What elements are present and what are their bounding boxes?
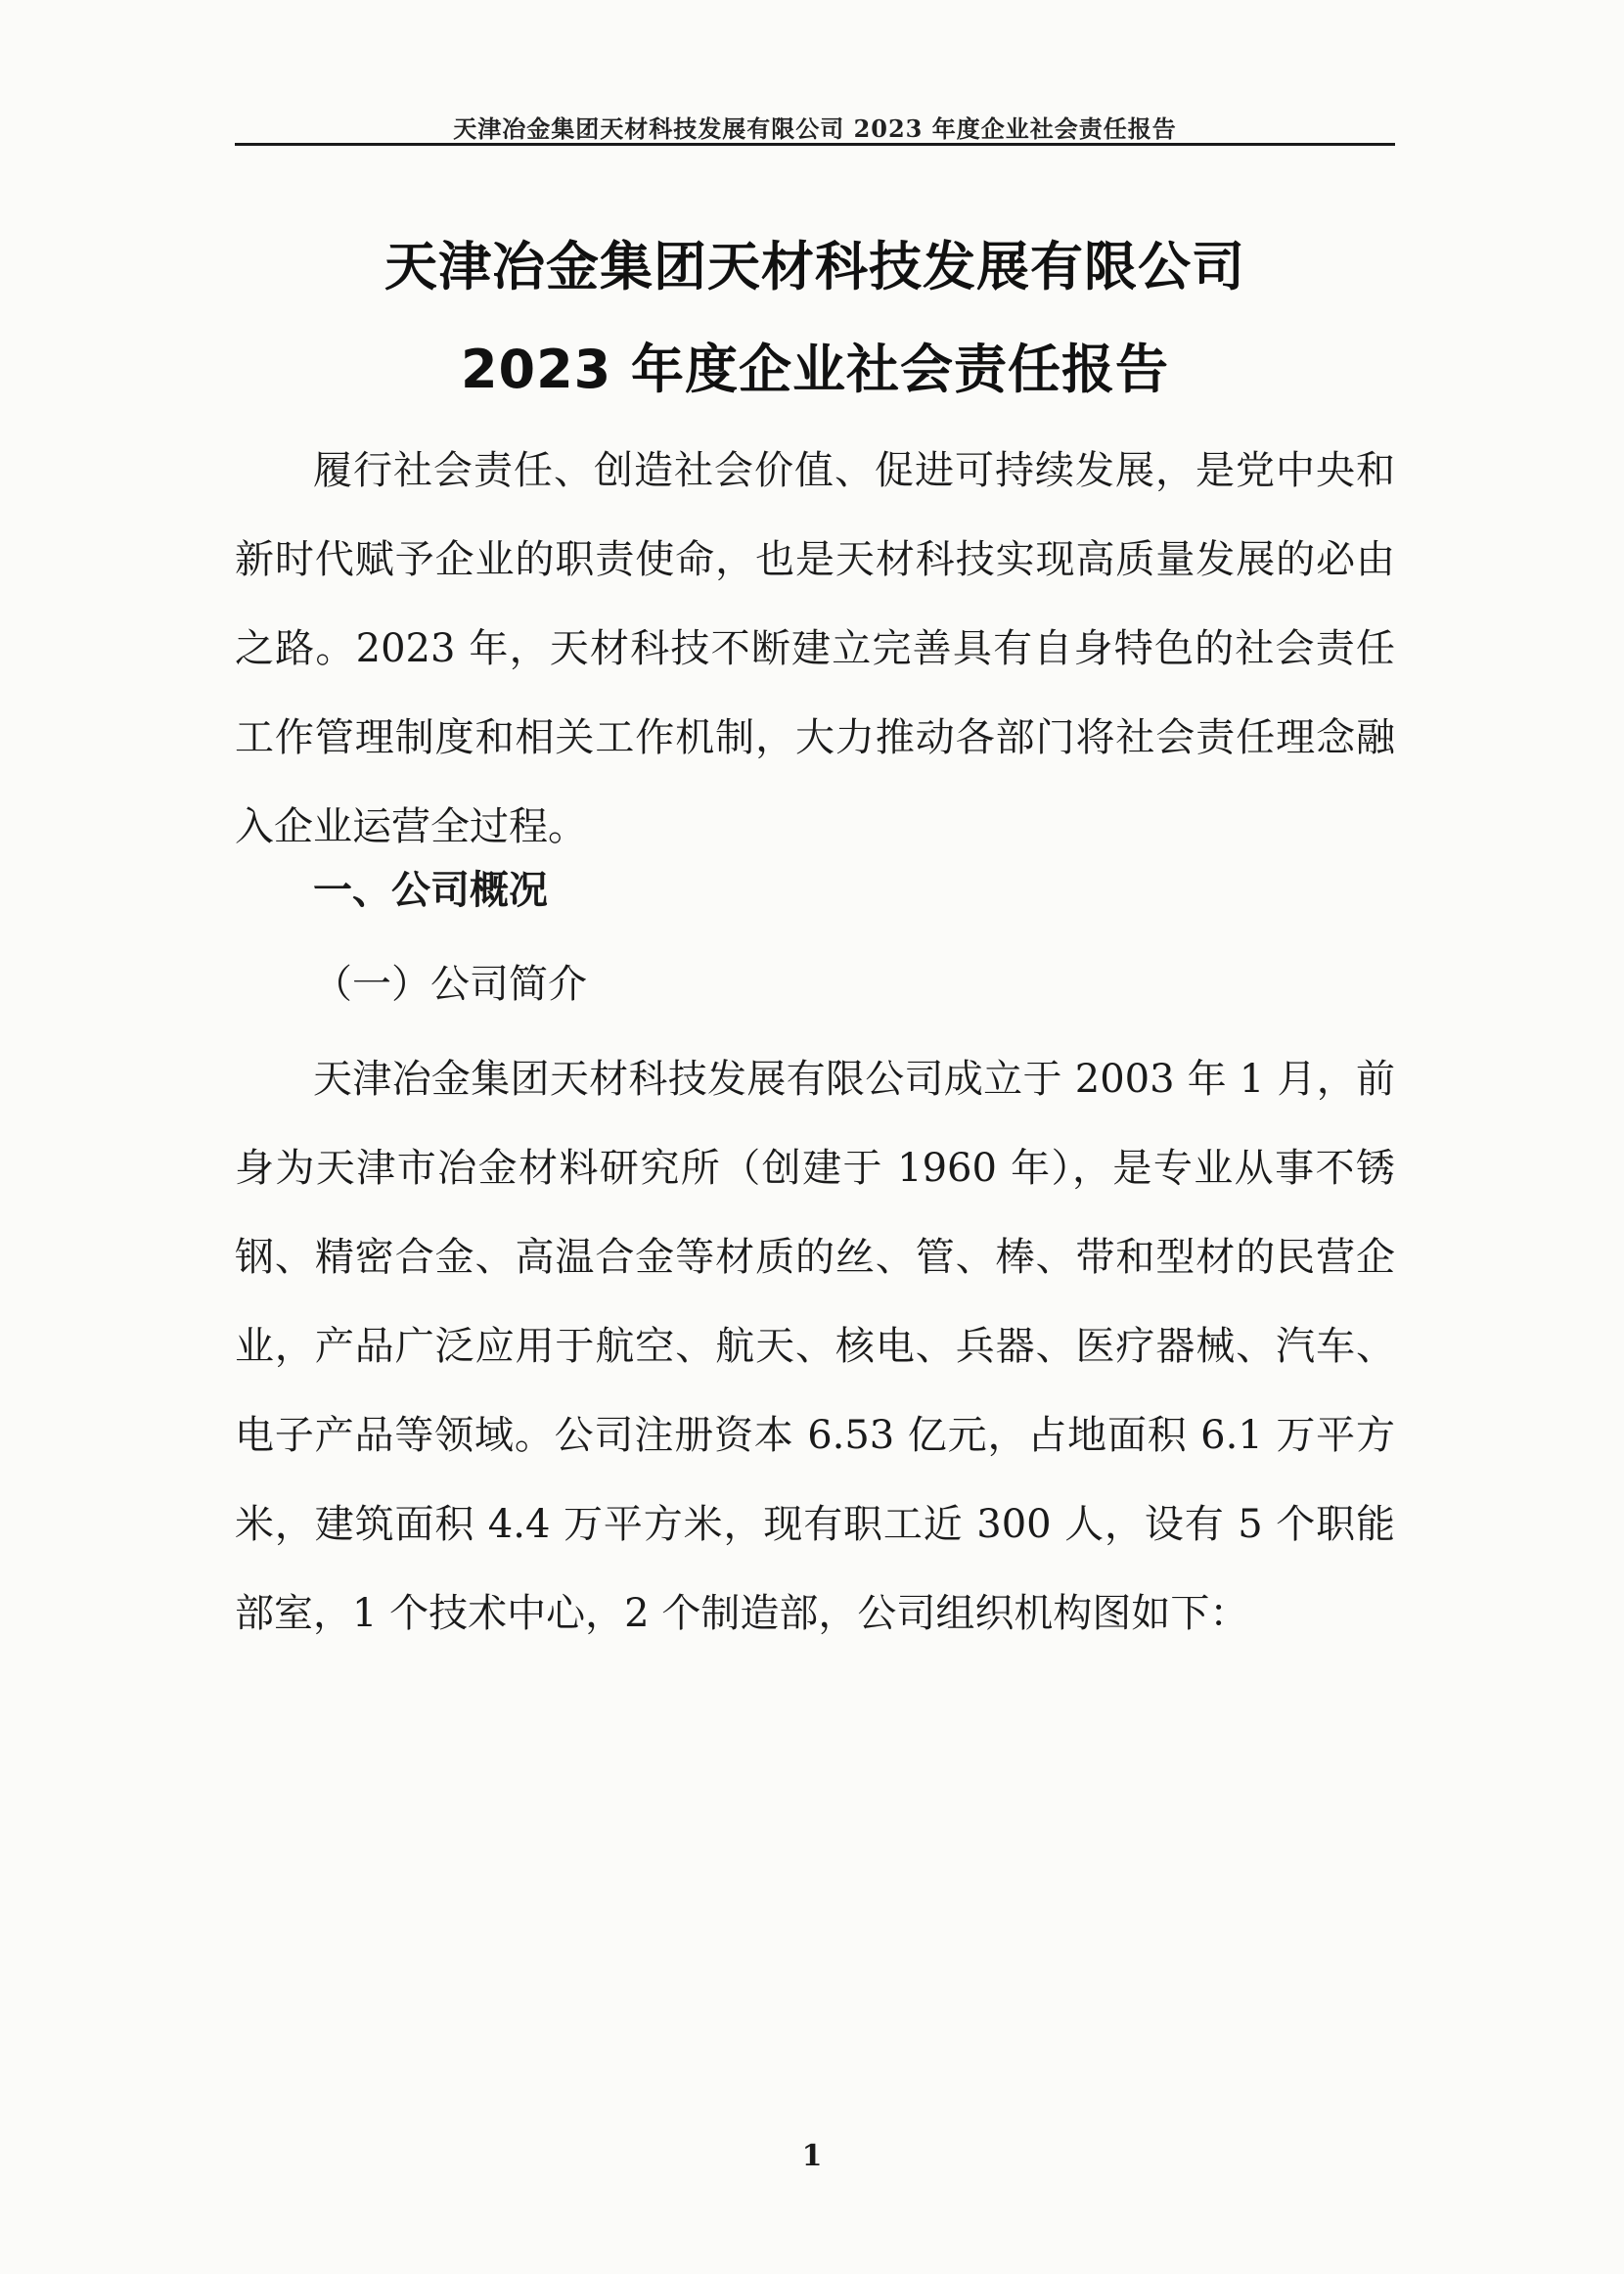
report-title-line-1: 天津冶金集团天材科技发展有限公司	[384, 236, 1245, 297]
company-profile-section	[235, 1035, 1395, 1659]
report-title-line-2: 2023 年度企业社会责任报告	[460, 339, 1170, 400]
page-number: 1	[801, 2139, 823, 2173]
running-header: 天津冶金集团天材科技发展有限公司 2023 年度企业社会责任报告	[453, 114, 1177, 143]
intro-paragraph: 履行社会责任、创造社会价值、促进可持续发展，是党中央和新时代赋予企业的职责使命，也是天材科技实现高质量发展的必由之路。2023 年，天材科技不断建立完善具有自身特色的社会责任工作管理制度和相关工作机制，大力推动各部门将社会责任理念融入企业运营全过程。	[235, 448, 1395, 849]
company-profile-paragraph: 天津冶金集团天材科技发展有限公司成立于 2003 年 1 月，前身为天津市冶金材料研究所（创建于 1960 年），是专业从事不锈钢、精密合金、高温合金等材质的丝、管、棒、带和型材的民营企业，产品广泛应用于航空、航天、核电、兵器、医疗器械、汽车、电子产品等领域。公司注册资本 6.53 亿元，占地面积 6.1 万平方米，建筑面积 4.4 万平方米，现有职工近 300 人，设有 5 个职能部室，1 个技术中心，2 个制造部，公司组织机构图如下：	[235, 1057, 1395, 1636]
intro-section	[235, 427, 1395, 872]
subsection-heading-company-profile: （一）公司简介	[313, 962, 587, 1007]
section-heading-company-overview: 一、公司概况	[313, 868, 548, 913]
header-rule	[235, 143, 1395, 146]
